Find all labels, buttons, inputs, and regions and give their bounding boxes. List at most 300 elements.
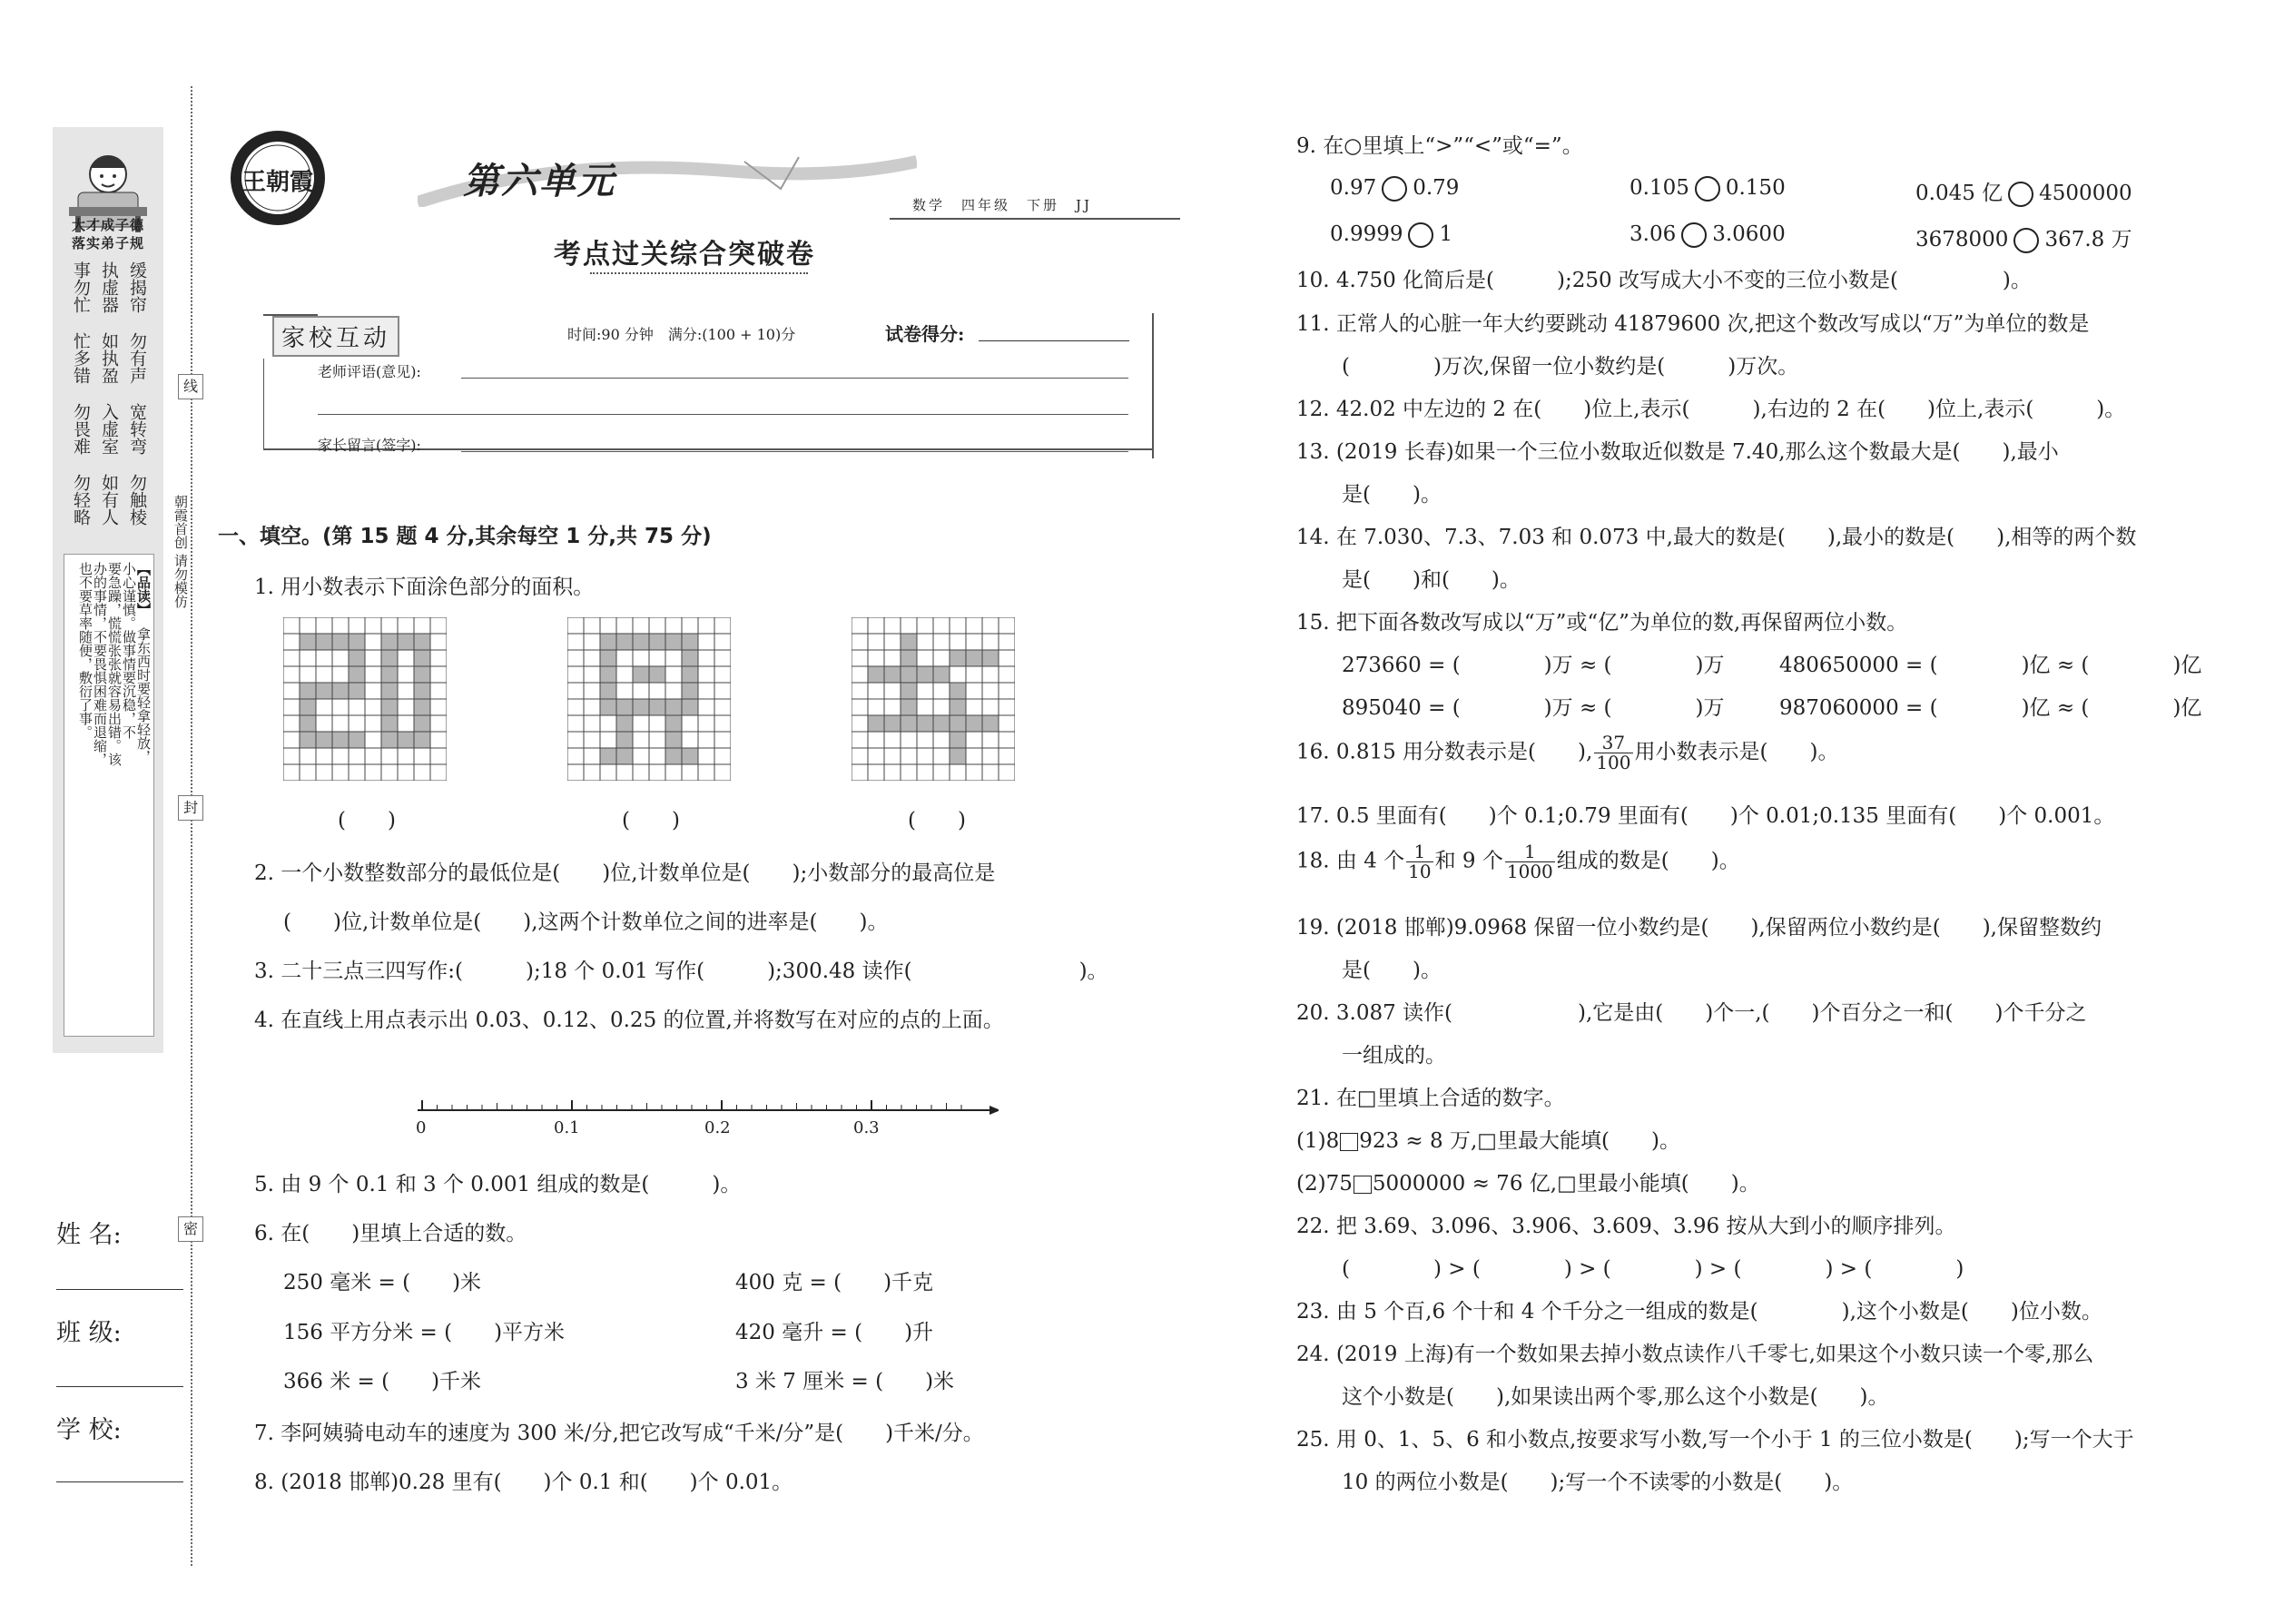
grid-cell: [316, 715, 332, 732]
grid-cell: [901, 634, 917, 650]
question-24: 24. (2019 上海)有一个数如果去掉小数点读作八千零七,如果这个小数只读一个零,那么: [1296, 1343, 2094, 1366]
question-1: 1. 用小数表示下面涂色部分的面积。: [254, 576, 595, 599]
grid-cell: [884, 748, 901, 764]
grid-cell: [316, 634, 332, 650]
grid-cell: [999, 634, 1015, 650]
question-9: 9. 在○里填上“>”“<”或“=”。: [1296, 134, 1583, 158]
reading-text: 拿东西时要轻拿轻放，: [135, 627, 152, 763]
grid-cell: [649, 715, 665, 732]
grid-cell: [398, 699, 414, 715]
rewrite-item: 480650000 = ( )亿 ≈ ( )亿: [1779, 654, 2202, 677]
grid-cell: [600, 764, 616, 781]
grid-cell: [649, 699, 665, 715]
class-label: 班 级:: [56, 1319, 122, 1347]
grid-cell: [665, 634, 682, 650]
grid-cell: [381, 617, 398, 634]
question-11-cont: ( )万次,保留一位小数约是( )万次。: [1342, 355, 1799, 379]
grid-cell: [714, 715, 731, 732]
tick-label: 0.2: [704, 1118, 731, 1137]
grid-cell: [698, 634, 714, 650]
grid-cell: [884, 732, 901, 748]
grid-cell: [365, 650, 381, 666]
conversion-item: 420 毫升 = ( )升: [735, 1321, 934, 1344]
grid-cell: [316, 699, 332, 715]
question-21: 21. 在□里填上合适的数字。: [1296, 1087, 1565, 1110]
question-10: 10. 4.750 化简后是( );250 改写成大小不变的三位小数是( )。: [1296, 269, 2032, 292]
question-6: 6. 在( )里填上合适的数。: [254, 1222, 527, 1245]
grid-cell: [430, 666, 447, 683]
grid-cell: [884, 634, 901, 650]
grid-cell: [300, 683, 316, 699]
grid-cell: [682, 748, 698, 764]
grid-cell: [966, 715, 982, 732]
school-line[interactable]: [56, 1481, 183, 1482]
grid-cell: [414, 699, 430, 715]
grid-cell: [884, 617, 901, 634]
exam-title: 考点过关综合突破卷: [554, 239, 815, 271]
question-13-cont: 是( )。: [1342, 483, 1442, 507]
grid-cell: [365, 748, 381, 764]
shaded-grid-1: [283, 617, 447, 781]
grid-cell: [933, 650, 950, 666]
tick-label: 0.1: [554, 1118, 580, 1137]
grid-cell: [698, 617, 714, 634]
grid-cell: [365, 617, 381, 634]
grid-cell: [349, 666, 365, 683]
grid-cell: [714, 617, 731, 634]
grid-cell: [714, 683, 731, 699]
grid-cell: [917, 666, 933, 683]
grid-cell: [868, 748, 884, 764]
grid-cell: [933, 764, 950, 781]
grid-cell: [999, 683, 1015, 699]
number-line[interactable]: [409, 1097, 999, 1142]
grid-cell: [649, 764, 665, 781]
grid-cell: [633, 699, 649, 715]
grid-cell: [430, 650, 447, 666]
grid-cell: [665, 650, 682, 666]
grid-cell: [649, 650, 665, 666]
grid-cell: [600, 715, 616, 732]
grid-cell: [283, 748, 300, 764]
grid-cell: [300, 699, 316, 715]
grid-cell: [901, 617, 917, 634]
grid-cell: [982, 748, 999, 764]
compare-circle[interactable]: [1681, 222, 1707, 248]
grid-cell: [365, 732, 381, 748]
logo-text: 王朝霞: [241, 169, 313, 196]
grid-cell: [584, 634, 600, 650]
rule-text: 宽转弯: [127, 403, 147, 455]
grid-cell: [381, 634, 398, 650]
grid-cell: [283, 617, 300, 634]
rule-text: 入虚室: [99, 403, 119, 455]
grid-cell: [698, 748, 714, 764]
grid-cell: [567, 748, 584, 764]
grid-cell: [316, 748, 332, 764]
grid-cell: [300, 715, 316, 732]
rule-text: 勿轻略: [71, 474, 91, 526]
grid-cell: [616, 634, 633, 650]
rewrite-item: 987060000 = ( )亿 ≈ ( )亿: [1779, 696, 2202, 720]
grid-cell: [381, 650, 398, 666]
conversion-item: 3 米 7 厘米 = ( )米: [735, 1370, 955, 1393]
grid-cell: [852, 748, 868, 764]
grid-cell: [917, 634, 933, 650]
grid-cell: [332, 764, 349, 781]
grid-cell: [665, 617, 682, 634]
compare-circle[interactable]: [1695, 176, 1720, 202]
grid-cell: [584, 699, 600, 715]
grid-cell: [430, 699, 447, 715]
grid-cell: [884, 650, 901, 666]
parent-comment-line[interactable]: [461, 451, 1128, 452]
grid-cell: [852, 715, 868, 732]
grid-cell: [852, 650, 868, 666]
grid-cell: [917, 683, 933, 699]
grid-cell: [950, 666, 966, 683]
grid-cell: [698, 650, 714, 666]
question-21-2: (2)75 5000000 ≈ 76 亿,□里最小能填( )。: [1296, 1172, 1760, 1196]
grid-cell: [600, 650, 616, 666]
grid-cell: [868, 732, 884, 748]
grid-cell: [332, 683, 349, 699]
grid-cell: [414, 748, 430, 764]
question-12: 12. 42.02 中左边的 2 在( )位上,表示( ),右边的 2 在( )位上,表示( )。: [1296, 398, 2126, 421]
grid-cell: [633, 634, 649, 650]
grid-cell: [868, 666, 884, 683]
grid-cell: [917, 715, 933, 732]
grid-cell: [332, 650, 349, 666]
grid-cell: [982, 764, 999, 781]
grid-cell: [665, 715, 682, 732]
compare-circle[interactable]: [2013, 228, 2039, 253]
grid-cell: [300, 732, 316, 748]
rewrite-item: 273660 = ( )万 ≈ ( )万: [1342, 654, 1725, 677]
cut-mark: 密: [178, 1216, 203, 1242]
grid-cell: [398, 715, 414, 732]
grid-cell: [665, 699, 682, 715]
grid-cell: [300, 650, 316, 666]
rule-text: 忙多错: [71, 332, 91, 384]
grid-cell: [950, 683, 966, 699]
grid-cell: [414, 634, 430, 650]
rule-text: 缓揭帘: [127, 261, 147, 313]
question-20-cont: 一组成的。: [1342, 1044, 1446, 1068]
grid-cell: [567, 650, 584, 666]
grid-cell: [868, 634, 884, 650]
grid-cell: [381, 732, 398, 748]
answer-blank[interactable]: ( ): [908, 809, 966, 832]
grid-cell: [649, 683, 665, 699]
grid-cell: [982, 650, 999, 666]
grid-cell: [349, 732, 365, 748]
grid-cell: [982, 666, 999, 683]
grid-cell: [567, 617, 584, 634]
grid-cell: [365, 699, 381, 715]
grid-cell: [349, 650, 365, 666]
name-line[interactable]: [56, 1289, 183, 1290]
reading-text: 【品读】: [135, 562, 152, 616]
grid-cell: [332, 699, 349, 715]
grid-cell: [682, 699, 698, 715]
answer-blank[interactable]: ( ): [622, 809, 680, 832]
grid-cell: [381, 699, 398, 715]
grid-cell: [982, 732, 999, 748]
grid-cell: [868, 650, 884, 666]
grid-cell: [430, 732, 447, 748]
shaded-grid-2: [567, 617, 731, 781]
grid-cell: [365, 715, 381, 732]
grid-cell: [999, 764, 1015, 781]
grade-info: 数学 四年级 下册 JJ: [912, 197, 1093, 213]
grid-cell: [430, 715, 447, 732]
grid-cell: [950, 764, 966, 781]
grid-cell: [633, 715, 649, 732]
rule-text: 事勿忙: [71, 261, 91, 313]
grid-cell: [982, 617, 999, 634]
grid-cell: [917, 699, 933, 715]
grid-cell: [616, 699, 633, 715]
grid-cell: [950, 617, 966, 634]
grid-cell: [567, 715, 584, 732]
grid-cell: [300, 617, 316, 634]
grid-cell: [714, 748, 731, 764]
question-2: 2. 一个小数整数部分的最低位是( )位,计数单位是( );小数部分的最高位是: [254, 861, 996, 885]
grid-cell: [884, 764, 901, 781]
grid-cell: [430, 764, 447, 781]
grid-cell: [852, 666, 868, 683]
grid-cell: [600, 748, 616, 764]
grid-cell: [649, 732, 665, 748]
rule-text: 如有人: [99, 474, 119, 526]
rule-text: 勿触棱: [127, 474, 147, 526]
grid-cell: [430, 683, 447, 699]
grid-cell: [616, 666, 633, 683]
compare-circle[interactable]: [1382, 176, 1407, 202]
grid-cell: [316, 617, 332, 634]
grid-cell: [665, 666, 682, 683]
vertical-note: 朝霞首创 请勿模仿: [172, 495, 189, 608]
question-23: 23. 由 5 个百,6 个十和 4 个千分之一组成的数是( ),这个小数是( )位小数。: [1296, 1300, 2102, 1324]
compare-circle[interactable]: [1408, 222, 1433, 248]
grid-cell: [966, 732, 982, 748]
grid-cell: [584, 748, 600, 764]
grid-cell: [852, 634, 868, 650]
grid-cell: [600, 732, 616, 748]
question-14-cont: 是( )和( )。: [1342, 568, 1521, 592]
grid-cell: [852, 732, 868, 748]
grid-cell: [600, 666, 616, 683]
grid-cell: [349, 748, 365, 764]
grid-cell: [332, 666, 349, 683]
grid-cell: [714, 634, 731, 650]
grid-cell: [349, 699, 365, 715]
grid-cell: [682, 764, 698, 781]
grid-cell: [283, 764, 300, 781]
grid-cell: [365, 666, 381, 683]
grid-cell: [283, 699, 300, 715]
grid-cell: [300, 748, 316, 764]
grid-cell: [999, 732, 1015, 748]
answer-blank[interactable]: ( ): [338, 809, 396, 832]
grid-cell: [868, 764, 884, 781]
reading-box: [64, 554, 154, 1037]
grid-cell: [982, 699, 999, 715]
grid-cell: [398, 634, 414, 650]
grid-cell: [398, 617, 414, 634]
grid-cell: [966, 748, 982, 764]
grid-cell: [950, 748, 966, 764]
grid-cell: [933, 634, 950, 650]
grid-cell: [414, 715, 430, 732]
grid-cell: [349, 764, 365, 781]
grid-cell: [868, 715, 884, 732]
grid-cell: [616, 617, 633, 634]
grid-cell: [600, 617, 616, 634]
rule-text: 执虚器: [99, 261, 119, 313]
teacher-comment-line-2[interactable]: [318, 414, 1128, 415]
grid-cell: [365, 683, 381, 699]
grid-cell: [600, 699, 616, 715]
motto-line-1: 大才成子德: [71, 217, 144, 233]
grid-cell: [398, 650, 414, 666]
left-side-panel: [53, 127, 163, 1053]
grid-cell: [917, 617, 933, 634]
reading-text: 办的事情，不要畏惧困难而退缩，: [92, 562, 108, 766]
grid-cell: [567, 666, 584, 683]
grid-cell: [884, 699, 901, 715]
cut-mark: 封: [178, 795, 203, 821]
compare-item: 3678000 367.8 万: [1915, 228, 2132, 251]
grid-cell: [714, 732, 731, 748]
question-18: 18. 由 4 个 $\frac{1}{10}$ 和 9 个 $\frac{1}{1000}$ 组成的数是( )。: [1296, 841, 1740, 882]
question-16: 16. 0.815 用分数表示是( ), $\frac{37}{100}$ 用小数表示是( )。: [1296, 732, 1839, 773]
grid-cell: [349, 634, 365, 650]
grid-cell: [283, 683, 300, 699]
grid-cell: [901, 732, 917, 748]
grid-cell: [316, 683, 332, 699]
reading-text: 要急躁，慌慌张张就容易出错。该: [106, 562, 123, 766]
grid-cell: [868, 617, 884, 634]
teacher-comment-line[interactable]: [461, 378, 1128, 379]
parent-comment-label: 家长留言(签字):: [318, 437, 421, 454]
grid-cell: [982, 683, 999, 699]
class-line[interactable]: [56, 1386, 183, 1387]
question-14: 14. 在 7.030、7.3、7.03 和 0.073 中,最大的数是( ),最小的数是( ),相等的两个数: [1296, 526, 2137, 549]
grid-cell: [381, 764, 398, 781]
grid-cell: [398, 764, 414, 781]
grid-cell: [649, 748, 665, 764]
grid-cell: [852, 617, 868, 634]
question-21-1: (1)8 923 ≈ 8 万,□里最大能填( )。: [1296, 1129, 1680, 1153]
order-blanks[interactable]: ( ) > ( ) > ( ) > ( ) > ( ): [1342, 1257, 1964, 1281]
question-4: 4. 在直线上用点表示出 0.03、0.12、0.25 的位置,并将数写在对应的点的上面。: [254, 1009, 1004, 1032]
fraction: $\frac{1}{1000}$: [1506, 841, 1553, 882]
grid-cell: [332, 634, 349, 650]
grid-cell: [682, 650, 698, 666]
grid-cell: [381, 666, 398, 683]
question-15: 15. 把下面各数改写成以“万”或“亿”为单位的数,再保留两位小数。: [1296, 611, 1908, 635]
grid-cell: [300, 666, 316, 683]
grid-cell: [933, 748, 950, 764]
grid-cell: [633, 650, 649, 666]
grid-cell: [901, 650, 917, 666]
grid-cell: [414, 650, 430, 666]
question-3: 3. 二十三点三四写作:( );18 个 0.01 写作( );300.48 读作( )。: [254, 960, 1108, 983]
fraction: $\frac{37}{100}$: [1596, 732, 1631, 773]
grid-cell: [884, 666, 901, 683]
grid-cell: [999, 666, 1015, 683]
question-13: 13. (2019 长春)如果一个三位小数取近似数是 7.40,那么这个数最大是( ),最小: [1296, 440, 2059, 464]
title-underline: [590, 272, 808, 274]
grid-cell: [567, 683, 584, 699]
grid-cell: [901, 715, 917, 732]
grid-cell: [966, 699, 982, 715]
grid-cell: [414, 764, 430, 781]
conversion-item: 400 克 = ( )千克: [735, 1271, 934, 1294]
grid-cell: [665, 748, 682, 764]
grid-cell: [714, 666, 731, 683]
grid-cell: [682, 683, 698, 699]
grid-cell: [933, 715, 950, 732]
grid-cell: [682, 634, 698, 650]
rewrite-item: 895040 = ( )万 ≈ ( )万: [1342, 696, 1725, 720]
digit-box[interactable]: [1340, 1133, 1358, 1151]
grid-cell: [901, 699, 917, 715]
grid-cell: [567, 732, 584, 748]
grid-cell: [616, 683, 633, 699]
grid-cell: [381, 683, 398, 699]
conversion-item: 366 米 = ( )千米: [283, 1370, 482, 1393]
compare-item: 0.045 亿 4500000: [1915, 182, 2132, 205]
grid-cell: [966, 666, 982, 683]
grid-cell: [567, 634, 584, 650]
grid-cell: [698, 715, 714, 732]
grid-cell: [316, 732, 332, 748]
compare-circle[interactable]: [2008, 182, 2033, 207]
digit-box[interactable]: [1354, 1176, 1372, 1194]
grid-cell: [398, 748, 414, 764]
grid-cell: [567, 764, 584, 781]
grid-cell: [616, 764, 633, 781]
question-25: 25. 用 0、1、5、6 和小数点,按要求写小数,写一个小于 1 的三位小数是( );写一个大于: [1296, 1428, 2134, 1452]
grid-cell: [682, 617, 698, 634]
grid-cell: [852, 699, 868, 715]
grid-cell: [283, 715, 300, 732]
grid-cell: [633, 617, 649, 634]
grid-cell: [917, 764, 933, 781]
grid-cell: [982, 715, 999, 732]
grid-cell: [698, 699, 714, 715]
grid-cell: [584, 715, 600, 732]
grid-cell: [933, 617, 950, 634]
grid-cell: [584, 683, 600, 699]
score-field[interactable]: [979, 340, 1129, 341]
grid-cell: [600, 683, 616, 699]
grid-cell: [966, 764, 982, 781]
grid-cell: [698, 683, 714, 699]
grid-cell: [649, 634, 665, 650]
grid-cell: [365, 764, 381, 781]
grid-cell: [616, 650, 633, 666]
grid-cell: [633, 683, 649, 699]
grid-cell: [300, 634, 316, 650]
grid-cell: [999, 699, 1015, 715]
grid-cell: [933, 699, 950, 715]
grid-cell: [714, 699, 731, 715]
grid-cell: [999, 617, 1015, 634]
